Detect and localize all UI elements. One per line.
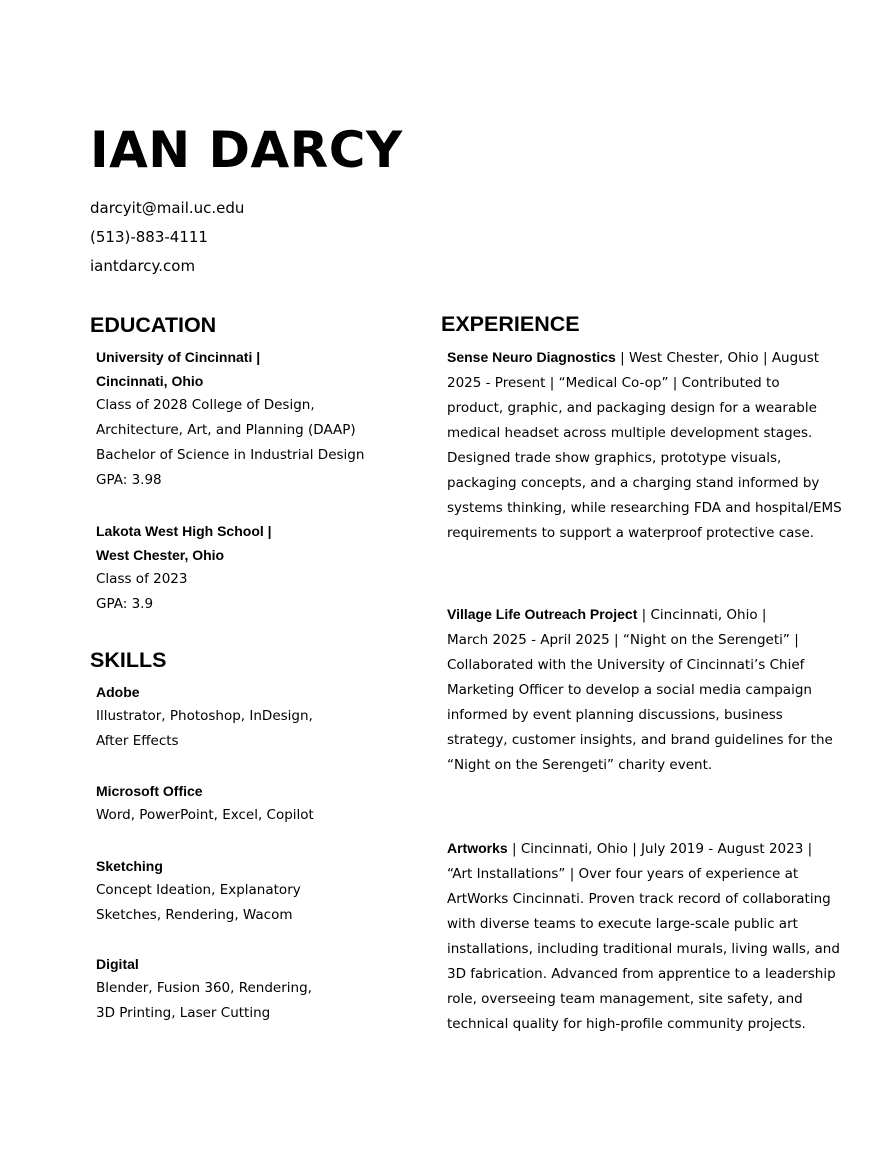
skill-group-line: Illustrator, Photoshop, InDesign, <box>96 708 313 724</box>
resume-name: IAN DARCY <box>90 121 403 179</box>
experience-line: 2025 - Present | “Medical Co-op” | Contributed to <box>447 375 780 391</box>
experience-line: Collaborated with the University of Cincinnati’s Chief <box>447 657 805 673</box>
education-title-line: University of Cincinnati | <box>96 349 261 365</box>
education-detail-line: Bachelor of Science in Industrial Design <box>96 447 365 463</box>
experience-line: role, overseeing team management, site safety, and <box>447 991 803 1007</box>
experience-entry-sense-neuro <box>447 345 842 546</box>
experience-first-line <box>447 345 819 371</box>
skill-group-title: Microsoft Office <box>96 783 203 799</box>
experience-line: medical headset across multiple development stages. <box>447 425 813 441</box>
experience-company: Sense Neuro Diagnostics <box>447 349 616 365</box>
education-title-line: Cincinnati, Ohio <box>96 373 204 389</box>
experience-first-line <box>447 836 819 862</box>
experience-line: informed by event planning discussions, business <box>447 707 783 723</box>
education-entry-high-school <box>96 519 272 617</box>
experience-line: “Night on the Serengeti” charity event. <box>447 757 713 773</box>
skill-group-line: Sketches, Rendering, Wacom <box>96 907 293 923</box>
education-detail-line: Class of 2028 College of Design, <box>96 397 315 413</box>
skill-group-line: Blender, Fusion 360, Rendering, <box>96 980 312 996</box>
skill-group-adobe <box>96 680 313 754</box>
experience-line: ArtWorks Cincinnati. Proven track record of collaborating <box>447 891 831 907</box>
skill-group-line: Concept Ideation, Explanatory <box>96 882 301 898</box>
education-title-line: Lakota West High School | <box>96 523 272 539</box>
experience-company: Village Life Outreach Project <box>447 606 638 622</box>
education-detail-line: GPA: 3.9 <box>96 596 154 612</box>
education-detail-line: GPA: 3.98 <box>96 472 162 488</box>
experience-company: Artworks <box>447 840 508 856</box>
education-title-line: West Chester, Ohio <box>96 547 225 563</box>
experience-line: packaging concepts, and a charging stand informed by <box>447 475 820 491</box>
skill-group-title: Adobe <box>96 684 140 700</box>
skill-group-title: Sketching <box>96 858 163 874</box>
skill-group-line: 3D Printing, Laser Cutting <box>96 1005 271 1021</box>
education-heading: EDUCATION <box>90 313 217 337</box>
email-address: darcyit@mail.uc.edu <box>90 199 245 217</box>
experience-first-line <box>447 602 819 628</box>
experience-line: strategy, customer insights, and brand guidelines for the <box>447 732 833 748</box>
experience-line: technical quality for high-profile community projects. <box>447 1016 806 1032</box>
contact-info <box>90 194 244 281</box>
experience-line: product, graphic, and packaging design for a wearable <box>447 400 817 416</box>
skill-group-sketching <box>96 854 301 928</box>
experience-heading: EXPERIENCE <box>441 312 580 336</box>
education-entry-university <box>96 345 364 493</box>
skill-group-digital <box>96 952 312 1026</box>
website-address: iantdarcy.com <box>90 257 196 275</box>
experience-line: installations, including traditional murals, living walls, and <box>447 941 840 957</box>
experience-meta: | Cincinnati, Ohio | <box>637 607 767 623</box>
skills-heading: SKILLS <box>90 648 167 672</box>
skill-group-title: Digital <box>96 956 139 972</box>
phone-number: (513)-883-4111 <box>90 228 208 246</box>
experience-meta: | Cincinnati, Ohio | July 2019 - August 2023 | <box>507 841 813 857</box>
skill-group-microsoft-office <box>96 779 314 828</box>
experience-entry-village-life <box>447 602 833 778</box>
experience-meta: | West Chester, Ohio | August <box>615 350 820 366</box>
experience-line: “Art Installations” | Over four years of experience at <box>447 866 799 882</box>
education-detail-line: Architecture, Art, and Planning (DAAP) <box>96 422 356 438</box>
experience-line: with diverse teams to execute large-scale public art <box>447 916 798 932</box>
experience-line: systems thinking, while researching FDA and hospital/EMS <box>447 500 842 516</box>
experience-line: 3D fabrication. Advanced from apprentice to a leadership <box>447 966 836 982</box>
education-detail-line: Class of 2023 <box>96 571 188 587</box>
experience-entry-artworks <box>447 836 840 1037</box>
skill-group-line: Word, PowerPoint, Excel, Copilot <box>96 807 314 823</box>
experience-line: Marketing Officer to develop a social media campaign <box>447 682 812 698</box>
experience-line: Designed trade show graphics, prototype visuals, <box>447 450 782 466</box>
experience-line: March 2025 - April 2025 | “Night on the Serengeti” | <box>447 632 799 648</box>
experience-line: requirements to support a waterproof protective case. <box>447 525 815 541</box>
skill-group-line: After Effects <box>96 733 179 749</box>
